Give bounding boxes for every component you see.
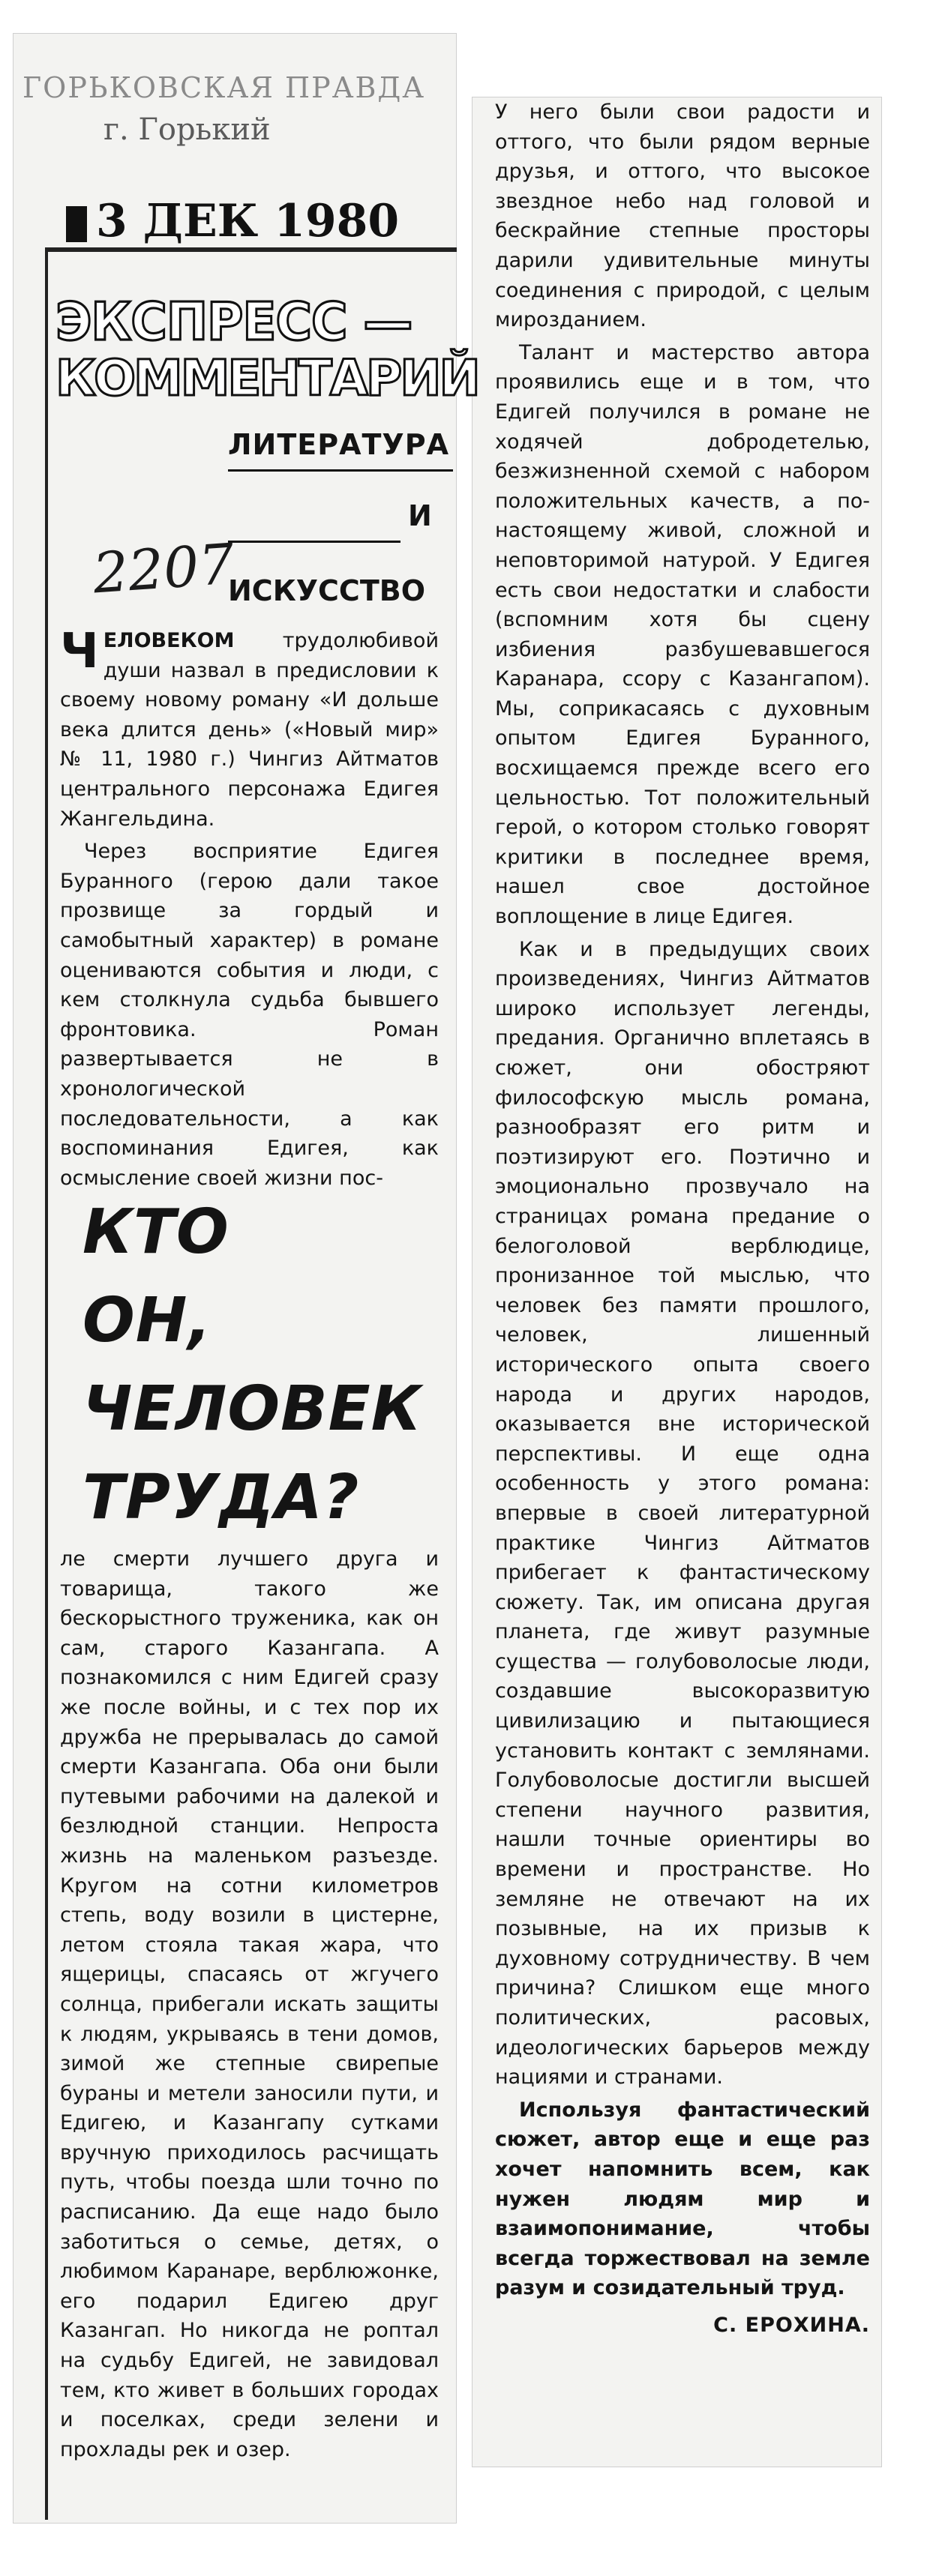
- rubric-title-line1: ЭКСПРЕСС —: [56, 292, 412, 352]
- paragraph: ле смерти лучшего друга и товарища, такого же бескорыстного труженика, как он сам, старого Казангапа. А познакомился с ним Едигей сразу же после войны, и с тех пор их дружба не прерывалась до самой смерти Казангапа. Оба они были путевыми рабочими на далекой и безлюдной станции. Непроста жизнь на маленьком разъезде. Кругом на сотни километров степь, воду возили в цистерне, летом стояла такая жара, что ящерицы, спасаясь от жгучего солнца, прибегали искать защиты к людям, укрываясь в тени домов, зимой же степные свирепые бураны и метели заносили пути, и Едигею, и Казангапу сутками вручную приходилось расчищать путь, чтобы поезда шли точно по расписанию. Да еще надо было заботиться о семье, детях, о любимом Каранаре, верблюжонке, его подарил Едигею друг Казангап. Но никогда не роптал на судьбу Едигей, не завидовал тем, кто живет в больших городах и поселках, среди зелени и прохлады рек и озер.: [60, 1547, 439, 2461]
- rubric-rule: [228, 469, 453, 472]
- rubric-rule: [228, 541, 400, 543]
- lead-word: ЕЛОВЕКОМ: [103, 629, 235, 652]
- newspaper-name: ГОРЬКОВСКАЯ ПРАВДА: [22, 71, 426, 104]
- headline-line: ОН,: [82, 1285, 212, 1356]
- article-column-left-bottom: [60, 1544, 439, 2467]
- article-column-right: [495, 97, 870, 2341]
- paragraph: Через восприятие Едигея Буранного (герою дали такое прозвище за гордый и самобытный характер) в романе оцениваются события и люди, с кем столкнула судьба бывшего фронтовика. Роман развертывается не в хронологической последовательности, а как воспоминания Едигея, как осмысление своей жизни пос-: [60, 840, 439, 1190]
- clipping-date: 3 ДЕК 1980: [96, 195, 400, 247]
- paragraph: Как и в предыдущих своих произведениях, Чингиз Айтматов широко использует легенды, предания. Органично вплетаясь в сюжет, они обостряют философскую мысль романа, разнообразят его ритм и поэтизируют его. Поэтично и эмоционально прозвучало на страницах романа предание о белоголовой верблюдице, пронизанное той мыслью, что человек без памяти прошлого, человек, лишенный исторического опыта своего народа и других народов, оказывается вне исторической перспективы. И еще одна особенность у этого романа: впервые в своей литературной практике Чингиз Айтматов прибегает к фантастическому сюжету. Так, им описана другая планета, где живут разумные существа — голубоволосые люди, создавшие высокоразвитую цивилизацию и пытающиеся установить контакт с землянами. Голубоволосые достигли высшей степени научного развития, нашли точные ориентиры во времени и пространстве. Но земляне не отвечают на их позывные, на их призыв к духовному сотрудничеству. В чем причина? Слишком еще много политических, расовых, идеологических барьеров между нациями и странами.: [495, 937, 870, 2089]
- dropcap: Ч: [60, 624, 99, 679]
- rubric-art: ИСКУССТВО: [228, 574, 426, 607]
- handwritten-number: 2207: [91, 532, 237, 607]
- date-stamp-mark: [66, 206, 87, 242]
- author-name: С. ЕРОХИНА.: [713, 2313, 870, 2337]
- paragraph: [60, 626, 439, 834]
- rubric-literature: ЛИТЕРАТУРА: [228, 428, 449, 461]
- article-column-left-top: [60, 626, 439, 1196]
- author-signature: [495, 2311, 870, 2341]
- headline-line: ЧЕЛОВЕК: [82, 1373, 422, 1445]
- paragraph: У него были свои радости и оттого, что были рядом верные друзья, и оттого, что высокое звездное небо над головой и бескрайние степные просторы дарили удивительные минуты соединения с природой, с целым мирозданием.: [495, 100, 870, 332]
- headline-line: КТО: [82, 1197, 230, 1268]
- paragraph: Используя фантастический сюжет, автор еще и еще раз хочет напомнить всем, как нужен людям мир и взаимопонимание, чтобы всегда торжествовал на земле разум и созидательный труд.: [495, 2098, 870, 2300]
- rubric-and: И: [408, 499, 432, 532]
- paragraph-text: трудолюбивой души назвал в предисловии к своему новому роману «И дольше века длится день» («Новый мир» № 11, 1980 г.) Чингиз Айтматов центрального персонажа Едигея Жангельдина.: [60, 629, 439, 831]
- headline-line: ТРУДА?: [82, 1462, 360, 1533]
- paragraph: Талант и мастерство автора проявились еще и в том, что Едигей получился в романе не ходячей добродетелью, безжизненной схемой с набором положительных качеств, а по-настоящему живой, сложной и неповторимой натурой. У Едигея есть свои недостатки и слабости (вспомним хотя бы сцену избиения разбушевавшегося Каранара, ссору с Казангапом). Мы, соприкасаясь с духовным опытом Едигея Буранного, восхищаемся прежде всего его цельностью. Тот положительный герой, о котором столько говорят критики в последнее время, нашел свое достойное воплощение в лице Едигея.: [495, 340, 870, 929]
- masthead: [14, 34, 456, 259]
- newspaper-city: г. Горький: [104, 112, 271, 147]
- rubric-title-line2: КОММЕНТАРИЙ: [56, 349, 478, 407]
- headline: [82, 1188, 442, 1542]
